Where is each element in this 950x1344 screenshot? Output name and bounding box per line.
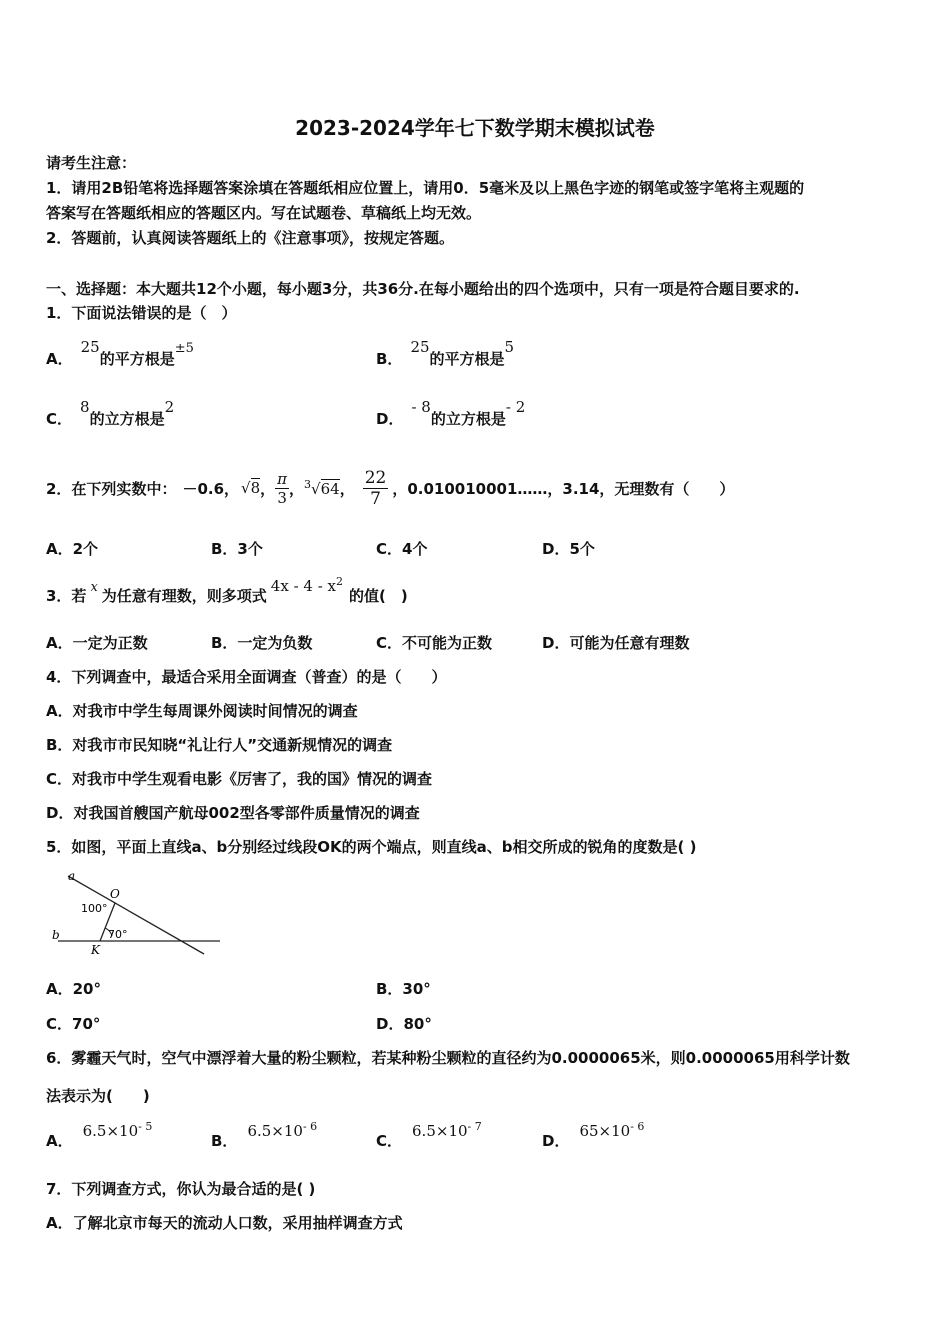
q2-value-neg: －0.6， <box>182 479 240 498</box>
q3-option-a: A．一定为正数 <box>46 634 148 652</box>
q5-option-c: C．70° <box>46 1015 101 1033</box>
q1-stem: 1．下面说法错误的是（ ） <box>46 304 237 322</box>
q6-b-math: $6.5\times 10^{- 6}$ <box>247 1120 318 1140</box>
q1-option-a <box>46 338 194 369</box>
q2-stem: 2．在下列实数中： －0.6， √8 ， $\frac{\pi}{3}$ ， $^3$√64 ， $\frac{22}{7}$ ，0.010010001……，3.14，无理数有（ ） <box>46 467 735 509</box>
q6-b-label: B． <box>211 1132 238 1150</box>
notice-line-1: 1．请用2B铅笔将选择题答案涂填在答题纸相应位置上，请用0．5毫米及以上黑色字迹的钢笔或签字笔将主观题的 <box>46 179 805 197</box>
label-k: K <box>91 943 100 957</box>
q2-cbrt64: $^3$√64 <box>304 478 340 498</box>
q5-option-a: A．20° <box>46 980 101 998</box>
q4-option-b: B．对我市市民知晓“礼让行人”交通新规情况的调查 <box>46 736 393 754</box>
q1-b-value: 5 <box>504 338 515 356</box>
q1-d-math: - 8 <box>411 398 431 416</box>
q6-option-b <box>211 1120 318 1151</box>
q3-option-d: D．可能为任意有理数 <box>542 634 690 652</box>
q2-option-d: D．5个 <box>542 540 595 558</box>
notice-line-1b: 答案写在答题纸相应的答题区内。写在试题卷、草稿纸上均无效。 <box>46 204 482 222</box>
q2-option-b: B．3个 <box>211 540 263 558</box>
q2-sqrt8: √8 <box>241 479 261 497</box>
q4-option-d: D．对我国首艘国产航母002型各零部件质量情况的调查 <box>46 804 420 822</box>
q1-c-text: 的立方根是 <box>89 410 165 428</box>
q1-option-c <box>46 398 175 429</box>
q2-stem-text: 2．在下列实数中： <box>46 479 177 498</box>
q6-d-label: D． <box>542 1132 570 1150</box>
notice-heading: 请考生注意： <box>46 154 137 172</box>
q3-option-b: B．一定为负数 <box>211 634 313 652</box>
notice-line-2: 2．答题前，认真阅读答题纸上的《注意事项》，按规定答题。 <box>46 229 454 247</box>
q1-c-label: C． <box>46 410 73 428</box>
q6-a-math: $6.5\times 10^{- 5}$ <box>82 1120 153 1140</box>
q6-a-label: A． <box>46 1132 73 1150</box>
q1-a-value: ±5 <box>174 341 194 356</box>
q2-stem-tail: ，0.010010001……，3.14，无理数有（ ） <box>392 479 735 498</box>
label-70: 70° <box>108 928 128 941</box>
q5-stem: 5．如图，平面上直线a、b分别经过线段OK的两个端点，则直线a、b相交所成的锐角的度数是( ) <box>46 838 697 856</box>
q6-stem-2: 法表示为( ) <box>46 1087 150 1105</box>
q2-option-c: C．4个 <box>376 540 428 558</box>
q7-stem: 7．下列调查方式，你认为最合适的是( ) <box>46 1180 316 1198</box>
q1-b-text: 的平方根是 <box>429 350 505 368</box>
q5-figure <box>46 866 226 962</box>
q6-option-c <box>376 1120 482 1151</box>
q1-b-label: B． <box>376 350 403 368</box>
q6-d-math: $65\times 10^{- 6}$ <box>579 1120 645 1140</box>
q3-stem <box>46 575 408 606</box>
q1-c-math: 8 <box>80 398 90 416</box>
q2-pi-over-3: $\frac{\pi}{3}$ <box>277 469 288 507</box>
section-heading: 一、选择题：本大题共12个小题，每小题3分，共36分.在每小题给出的四个选项中，只有一项是符合题目要求的. <box>46 280 800 298</box>
label-o: O <box>110 887 120 901</box>
q1-d-text: 的立方根是 <box>430 410 506 428</box>
q6-c-math: $6.5\times 10^{- 7}$ <box>412 1120 482 1140</box>
q1-d-label: D． <box>376 410 404 428</box>
q4-stem: 4．下列调查中，最适合采用全面调查（普查）的是（ ） <box>46 668 447 686</box>
q5-option-b: B．30° <box>376 980 431 998</box>
line-a <box>68 876 204 954</box>
q3-s1: 3．若 <box>46 587 87 605</box>
q1-a-text: 的平方根是 <box>99 350 175 368</box>
q1-d-value: - 2 <box>505 398 526 416</box>
q7-option-a: A．了解北京市每天的流动人口数，采用抽样调查方式 <box>46 1214 403 1232</box>
q1-option-d <box>376 398 526 429</box>
q3-x: x <box>90 580 98 595</box>
q1-a-label: A． <box>46 350 73 368</box>
q5-option-d: D．80° <box>376 1015 432 1033</box>
q1-a-math: 25 <box>80 338 100 356</box>
q3-s2: 为任意有理数，则多项式 <box>101 587 267 605</box>
page-title: 2023-2024学年七下数学期末模拟试卷 <box>295 116 655 140</box>
q3-option-c: C．不可能为正数 <box>376 634 493 652</box>
q6-option-d <box>542 1120 645 1151</box>
q2-option-a: A．2个 <box>46 540 99 558</box>
q6-stem-1: 6．雾霾天气时，空气中漂浮着大量的粉尘颗粒，若某种粉尘颗粒的直径约为0.0000065米，则0.0000065用科学计数 <box>46 1049 850 1067</box>
label-a: a <box>68 869 76 883</box>
label-100: 100° <box>81 902 108 915</box>
q3-poly: $4x - 4 - x^2$ <box>270 575 344 595</box>
q2-22-over-7: $\frac{22}{7}$ <box>364 467 387 509</box>
q4-option-a: A．对我市中学生每周课外阅读时间情况的调查 <box>46 702 358 720</box>
q6-option-a <box>46 1120 153 1151</box>
q4-option-c: C．对我市中学生观看电影《厉害了，我的国》情况的调查 <box>46 770 433 788</box>
q3-s3: 的值( ) <box>349 587 408 605</box>
q1-option-b <box>376 338 515 369</box>
q6-c-label: C． <box>376 1132 403 1150</box>
q1-c-value: 2 <box>164 398 175 416</box>
q1-b-math: 25 <box>410 338 430 356</box>
label-b: b <box>52 928 60 942</box>
